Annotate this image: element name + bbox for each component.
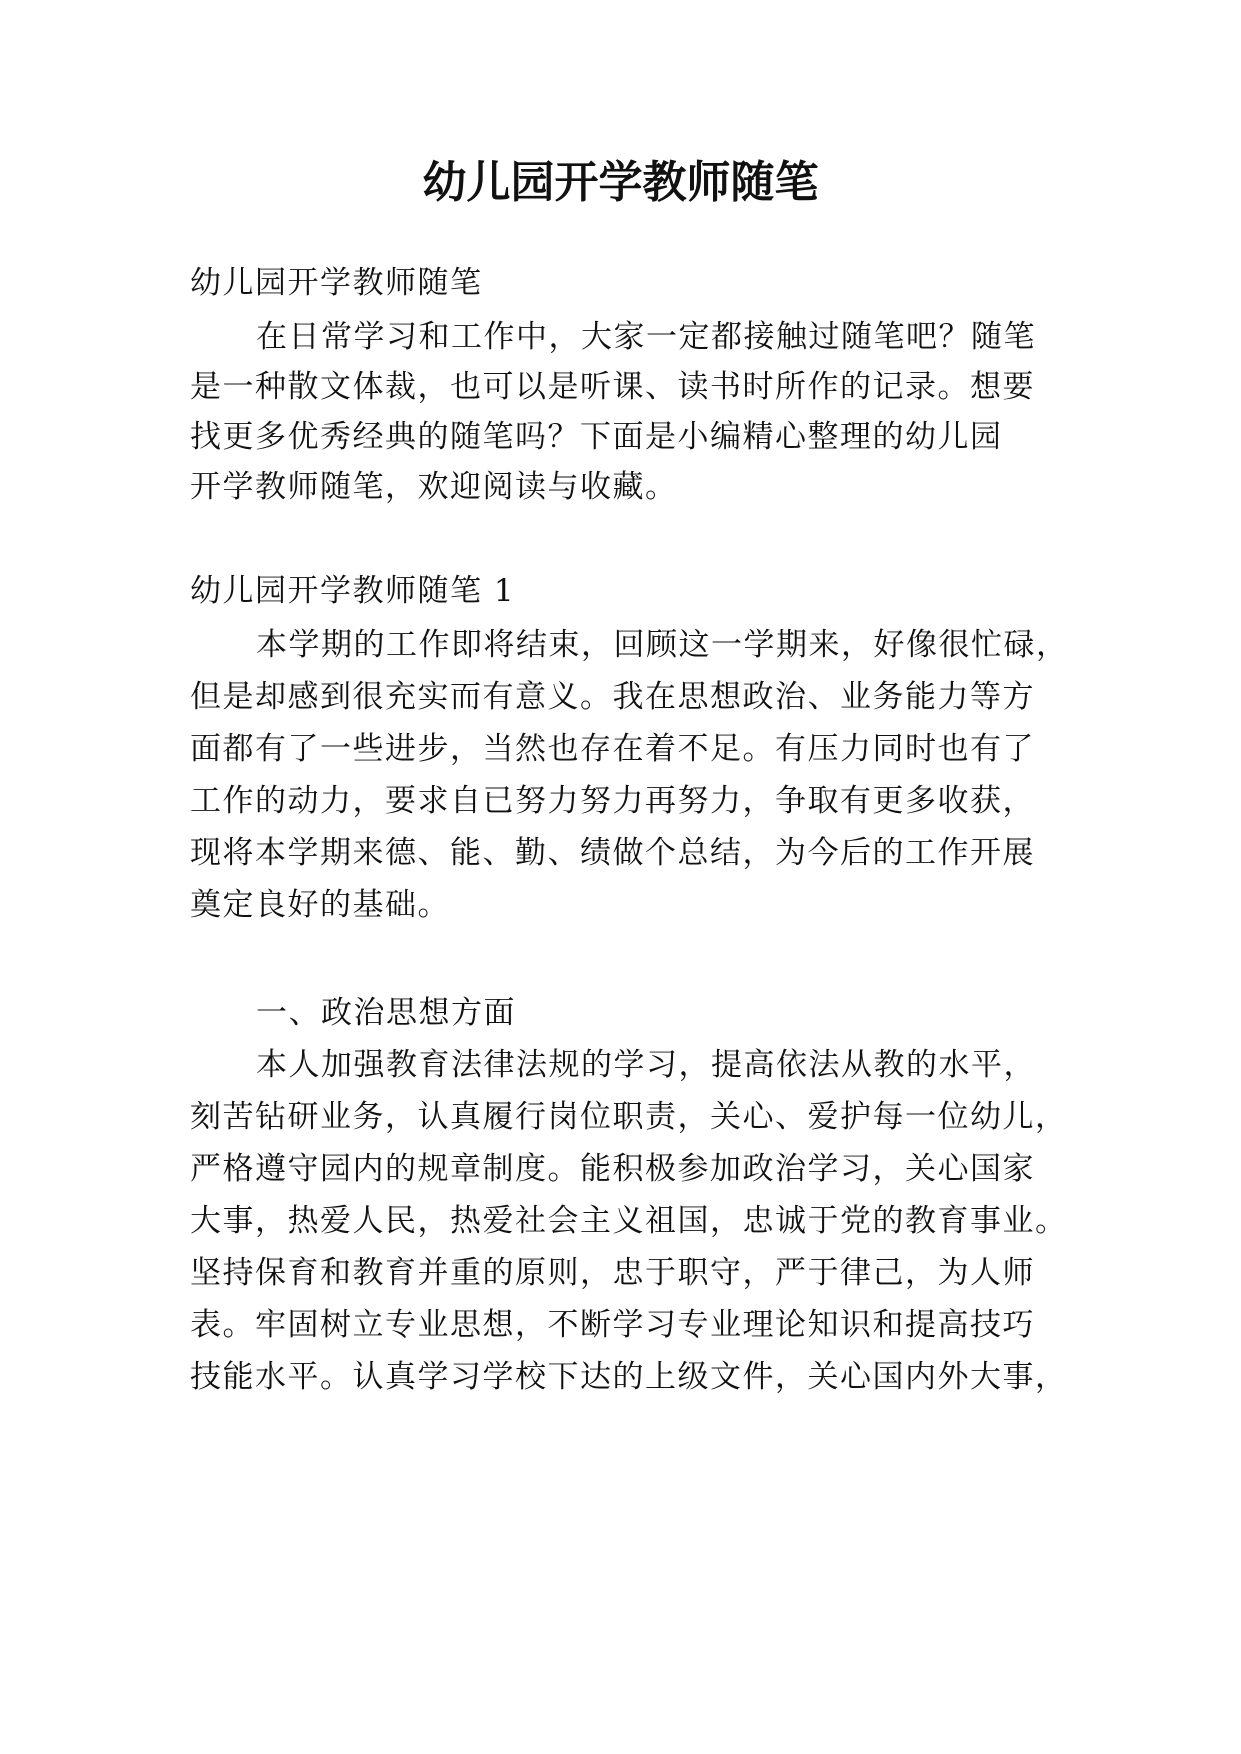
document-subtitle: 幼儿园开学教师随笔 — [190, 265, 483, 301]
part1-line-3: 严格遵守园内的规章制度。能积极参加政治学习，关心国家 — [190, 1151, 1035, 1187]
section1-line-4: 工作的动力，要求自已努力努力再努力，争取有更多收获， — [190, 783, 1035, 819]
part1-line-7: 技能水平。认真学习学校下达的上级文件，关心国内外大事， — [190, 1359, 1068, 1395]
section1-line-1: 本学期的工作即将结束，回顾这一学期来，好像很忙碌， — [256, 627, 1069, 663]
section1-line-3: 面都有了一些进步，当然也存在着不足。有压力同时也有了 — [190, 731, 1035, 767]
intro-line-2: 是一种散文体裁，也可以是听课、读书时所作的记录。想要 — [190, 369, 1035, 405]
section1-line-2: 但是却感到很充实而有意义。我在思想政治、业务能力等方 — [190, 679, 1035, 715]
part1-line-6: 表。牢固树立专业思想，不断学习专业理论知识和提高技巧 — [190, 1307, 1035, 1343]
section1-heading: 幼儿园开学教师随笔 1 — [190, 573, 516, 609]
section1-line-5: 现将本学期来德、能、勤、绩做个总结，为今后的工作开展 — [190, 835, 1035, 871]
part1-heading: 一、政治思想方面 — [256, 995, 516, 1031]
part1-line-4: 大事，热爱人民，热爱社会主义祖国，忠诚于党的教育事业。 — [190, 1203, 1068, 1239]
document-title: 幼儿园开学教师随笔 — [422, 157, 819, 208]
section1-line-6: 奠定良好的基础。 — [190, 887, 450, 923]
part1-line-2: 刻苦钻研业务，认真履行岗位职责，关心、爱护每一位幼儿， — [190, 1099, 1068, 1135]
intro-line-3: 找更多优秀经典的随笔吗？下面是小编精心整理的幼儿园 — [190, 419, 1003, 455]
intro-line-4: 开学教师随笔，欢迎阅读与收藏。 — [190, 469, 678, 505]
part1-line-1: 本人加强教育法律法规的学习，提高依法从教的水平， — [256, 1047, 1036, 1083]
intro-line-1: 在日常学习和工作中，大家一定都接触过随笔吧？随笔 — [256, 319, 1036, 355]
part1-line-5: 坚持保育和教育并重的原则，忠于职守，严于律己，为人师 — [190, 1255, 1035, 1291]
